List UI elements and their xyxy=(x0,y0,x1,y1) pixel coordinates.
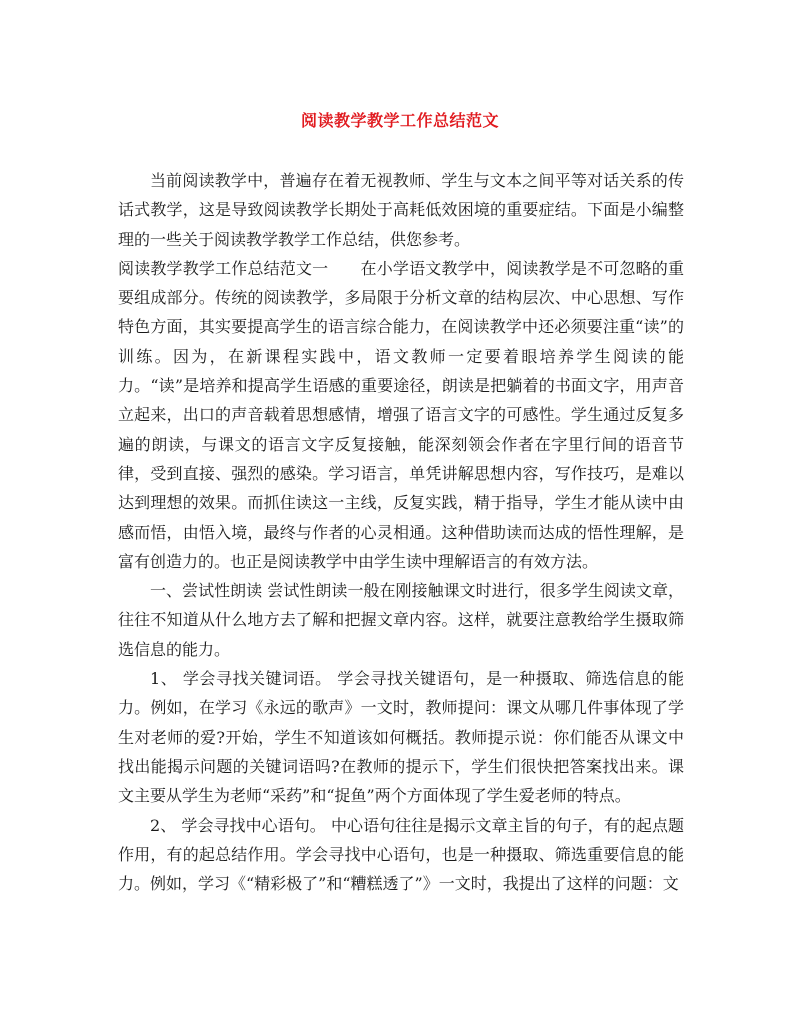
point1-paragraph: 一、尝试性朗读 尝试性朗读一般在刚接触课文时进行，很多学生阅读文章，往往不知道从什么地方去了解和把握文章内容。这样，就要注意教给学生摄取筛选信息的能力。 xyxy=(118,581,684,659)
document-title: 阅读教学教学工作总结范文 xyxy=(300,111,499,130)
document-body xyxy=(118,166,684,898)
point1-1-paragraph: 1、 学会寻找关键词语。 学会寻找关键语句，是一种摄取、筛选信息的能力。例如，在学习《永远的歌声》一文时，教师提问：课文从哪几件事体现了学生对老师的爱?开始，学生不知道该如何概括。教师提示说：你们能否从课文中找出能揭示问题的关键词语吗?在教师的提示下，学生们很快把答案找出来。课文主要从学生为老师“采药”和“捉鱼”两个方面体现了学生爱老师的特点。 xyxy=(118,669,684,806)
section1-heading: 阅读教学教学工作总结范文一 xyxy=(118,258,329,278)
point1-2-paragraph: 2、 学会寻找中心语句。 中心语句往往是揭示文章主旨的句子，有的起点题作用，有的起总结作用。学会寻找中心语句，也是一种摄取、筛选重要信息的能力。例如，学习《“精彩极了”和“糟糕透了”》一文时，我提出了这样的问题：文 xyxy=(118,815,684,894)
section1-body: 在小学语文教学中，阅读教学是不可忽略的重要组成部分。传统的阅读教学，多局限于分析文章的结构层次、中心思想、写作特色方面，其实要提高学生的语言综合能力，在阅读教学中还必须要注重“读”的训练。因为，在新课程实践中，语文教师一定要着眼培养学生阅读的能力。“读”是培养和提高学生语感的重要途径，朗读是把躺着的书面文字，用声音立起来，出口的声音载着思想感情，增强了语言文字的可感性。学生通过反复多遍的朗读，与课文的语言文字反复接触，能深刻领会作者在字里行间的语音节律，受到直接、强烈的感染。学习语言，单凭讲解思想内容，写作技巧，是难以达到理想的效果。而抓住读这一主线，反复实践，精于指导，学生才能从读中由感而悟，由悟入境，最终与作者的心灵相通。这种借助读而达成的悟性理解，是富有创造力的。也正是阅读教学中由学生读中理解语言的有效方法。 xyxy=(118,258,684,571)
section1-paragraph xyxy=(118,254,684,576)
intro-paragraph: 当前阅读教学中，普遍存在着无视教师、学生与文本之间平等对话关系的传话式教学，这是导致阅读教学长期处于高耗低效困境的重要症结。下面是小编整理的一些关于阅读教学教学工作总结，供您参考。 xyxy=(118,171,684,249)
